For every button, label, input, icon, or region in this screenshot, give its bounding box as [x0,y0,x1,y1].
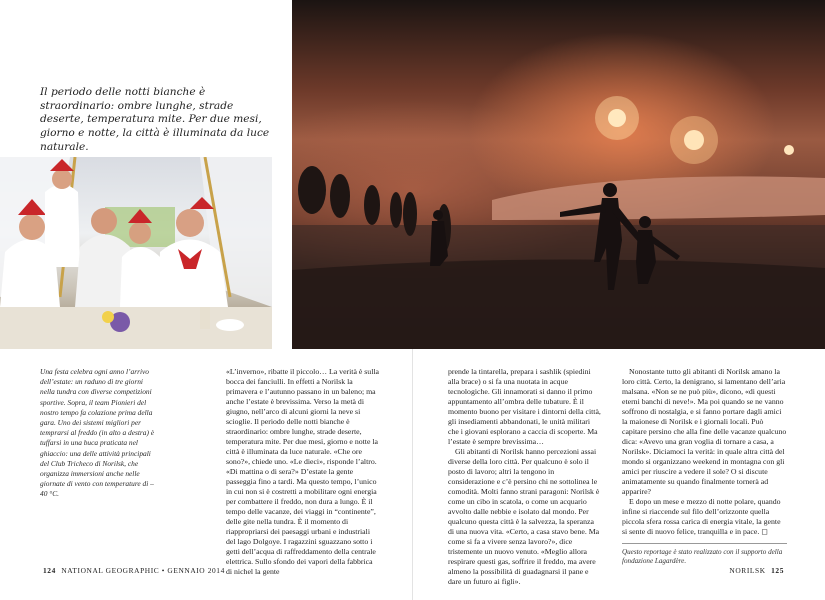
column-2-paragraph-2: Gli abitanti di Norilsk hanno percezioni assai diverse della loro città. Per qualcuno è solo il posto di lavoro; altri la tengono in considerazione e c’è persino chi ne sottolinea le comodità. Molti fanno strani paragoni: Norilsk è come un cibo in scatola, o come un acquario avvolto dalle nebbie e isolato dal mondo. Per qualcuno questa città è la salvezza, la speranza di una nuova vita. «Certo, a casa stavo bene. Ma come si fa a vivere senza lavoro?», dice tristemente un nuovo venuto. «Meglio allora respirare questi gas, soffrire il freddo, ma avere almeno la possibilità di guadagnarsi il pane e dare un futuro ai figli». [448,447,600,586]
pull-quote: Il periodo delle notti bianche è straordinario: ombre lunghe, strade deserte, temperatura mite. Per due mesi, giorno e notte, la città è illuminata da luce naturale. [40,86,270,153]
photo-caption: Una festa celebra ogni anno l’arrivo dell’estate: un raduno di tre giorni nella tundra con diverse competizioni sportive. Sopra, il team Pionieri del nostro tempo fa colazione prima della gara. Uno dei sistemi migliori per temprarsi al freddo (in alto a destra) è tuffarsi in una buca praticata nel ghiaccio: una delle attività principali del Club Tricheco di Norilsk, che organizza immersioni anche nelle giornate di vento con temperature di –40 °C. [40,367,155,499]
magazine-issue: NATIONAL GEOGRAPHIC • GENNAIO 2014 [61,566,225,575]
body-column-2 [448,367,601,587]
reportage-credit: Questo reportage è stato realizzato con il supporto della fondazione Lagardère. [622,543,787,567]
body-column-3 [622,367,787,567]
column-1-text: «L’inverno», ribatte il piccolo… La verità è sulla bocca dei fanciulli. In effetti a Norilsk la primavera e l’autunno passano in un baleno; ma anche l’estate è brevissima. Verso la metà di giugno, nell’arco di alcuni giorni la neve si scioglie. Il periodo delle notti bianche è straordinario: ombre lunghe, strade deserte, temperatura mite. Per due mesi, giorno e notte la città è illuminata da luce naturale. «Che ore sono?», chiede uno. «Le dieci», risponde l’altro. «Di mattina o di sera?» D’estate la gente passeggia fino a tardi. Ma questo tempo, l’unico in cui non si è costretti a mobilitare ogni energia per combattere il freddo, non dura a lungo. È il tempo delle vacanze, dei viaggi in “continente”, delle gite nella tundra. È il momento di riappropriarsi dei paesaggi urbani e industriali del lago Dolgoye. I ragazzini sguazzano sotto i getti dell’acqua di raffreddamento della centrale elettrica. Sullo sfondo dei vapori della fabbrica di nichel la gente [226,367,380,576]
photo-ice-bathers-scene [292,0,825,349]
photo-pioneers-scene [0,157,272,349]
page-number-right: 125 [771,566,784,575]
column-3-paragraph-1: Nonostante tutto gli abitanti di Norilsk amano la loro città. Certo, la denigrano, si lamentano dell’aria malsana. «Non se ne può più», dicono, «di questi eterni banchi di neve!». Ma poi quando se ne vanno soffrono di nostalgia, e si fanno portare dagli amici la maionese di Norilsk e i giornali locali. Può capitare persino che alla fine delle vacanze qualcuno dica: «Avevo una gran voglia di tornare a casa, a Norilsk». Diciamoci la verità: in quale altra città del mondo si organizzano weekend in montagna con gli amici per riuscire a vedere il sole? O si discute animatamente su quando finalmente tornerà ad apparire? [622,367,787,496]
photo-pioneers-breakfast [0,157,272,349]
section-title: NORILSK [729,566,766,575]
photo-ice-bathers [292,0,825,349]
folio-right [729,566,787,575]
column-3-paragraph-2: E dopo un mese e mezzo di notte polare, quando infine si riaccende sul filo dell’orizzonte quella piccola sfera rossa carica di energia vitale, la gente si sente di nuovo felice, tranquilla e in pace. ◻ [622,497,781,536]
body-column-1 [226,367,379,577]
folio-left [40,566,225,575]
column-2-paragraph-1: prende la tintarella, prepara i sashlik (spiedini alla brace) o si fa una nuotata in acque tecnologiche. Gli innamorati si danno il primo appuntamento all’ombra delle tubature. È il momento buono per visitare i dintorni della città, gli insediamenti abbandonati, le unità militari che i giovani esplorano a caccia di scoperte. Ma l’estate è sempre brevissima… [448,367,601,446]
page-number-left: 124 [43,566,56,575]
